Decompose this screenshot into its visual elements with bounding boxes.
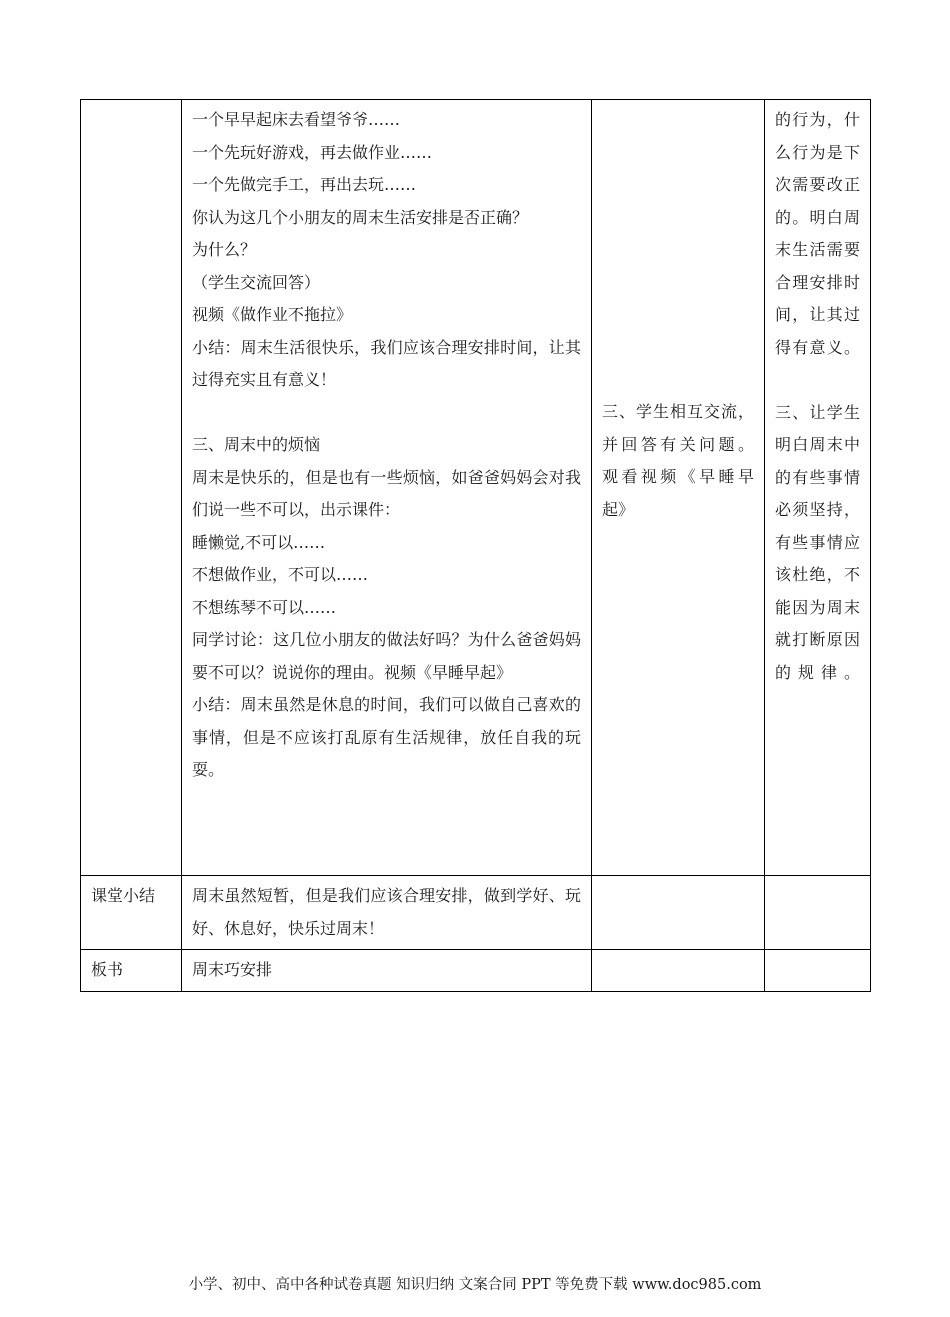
- section-title: 三、周末中的烦恼: [192, 435, 321, 454]
- discussion-paragraph: 同学讨论：这几位小朋友的做法好吗？为什么爸爸妈妈要不可以？说说你的理由。视频《早睡早起》: [192, 630, 581, 682]
- page-footer: 小学、初中、高中各种试卷真题 知识归纳 文案合同 PPT 等免费下载 www.doc985.com: [188, 1277, 762, 1293]
- summary-paragraph: 小结：周末生活很快乐，我们应该合理安排时间，让其过得充实且有意义！: [192, 337, 581, 389]
- design-intent-cell: [765, 100, 871, 876]
- section-item: 不想做作业，不可以……: [192, 565, 369, 584]
- content-line: 一个先玩好游戏，再去做作业……: [192, 142, 433, 162]
- student-activity-text: 三、学生相互交流，并回答有关问题。: [602, 402, 754, 454]
- empty-cell: [592, 876, 765, 950]
- content-line: 视频《做作业不拖拉》: [192, 305, 353, 324]
- board-row: [81, 950, 871, 992]
- empty-cell: [765, 950, 871, 992]
- empty-cell: [592, 950, 765, 992]
- teacher-activity-cell: [182, 100, 592, 876]
- spacer: [775, 364, 860, 397]
- intent-text: 的行为，什么行为是下次需要改正的。明白周末生活需要合理安排时间，让其过得有意义。: [775, 110, 860, 357]
- row-label: 课堂小结: [81, 876, 182, 950]
- empty-cell: [765, 876, 871, 950]
- content-line: 一个早早起床去看望爷爷……: [192, 110, 401, 129]
- main-row: [81, 100, 871, 876]
- summary-row: [81, 876, 871, 950]
- section-intro: 周末是快乐的，但是也有一些烦恼，如爸爸妈妈会对我们说一些不可以，出示课件：: [192, 467, 581, 519]
- content-line: 一个先做完手工，再出去玩……: [192, 175, 417, 194]
- content-line: 为什么？: [192, 240, 257, 259]
- section-item: 睡懒觉,不可以……: [192, 532, 326, 552]
- content-line: （学生交流回答）: [192, 272, 321, 292]
- label-cell-empty: [81, 100, 182, 876]
- row-label: 板书: [81, 950, 182, 992]
- intent-text: 三、让学生明白周末中的有些事情必须坚持，有些事情应该杜绝，不能因为周末就打断原因的规律。: [775, 402, 860, 682]
- lesson-plan-table: [80, 99, 871, 992]
- content-line: 你认为这几个小朋友的周末生活安排是否正确？: [192, 207, 529, 227]
- section-item: 不想练琴不可以……: [192, 597, 337, 617]
- board-content: 周末巧安排: [182, 950, 592, 992]
- summary-paragraph: 小结：周末虽然是休息的时间，我们可以做自己喜欢的事情，但是不应该打乱原有生活规律，放任自我的玩耍。: [192, 695, 581, 779]
- student-activity-cell: [592, 100, 765, 876]
- student-video-text: 观看视频《早睡早起》: [602, 467, 754, 519]
- summary-content: 周末虽然短暂，但是我们应该合理安排，做到学好、玩好、休息好，快乐过周末！: [182, 876, 592, 950]
- spacer: [192, 397, 581, 430]
- spacer: [602, 104, 754, 396]
